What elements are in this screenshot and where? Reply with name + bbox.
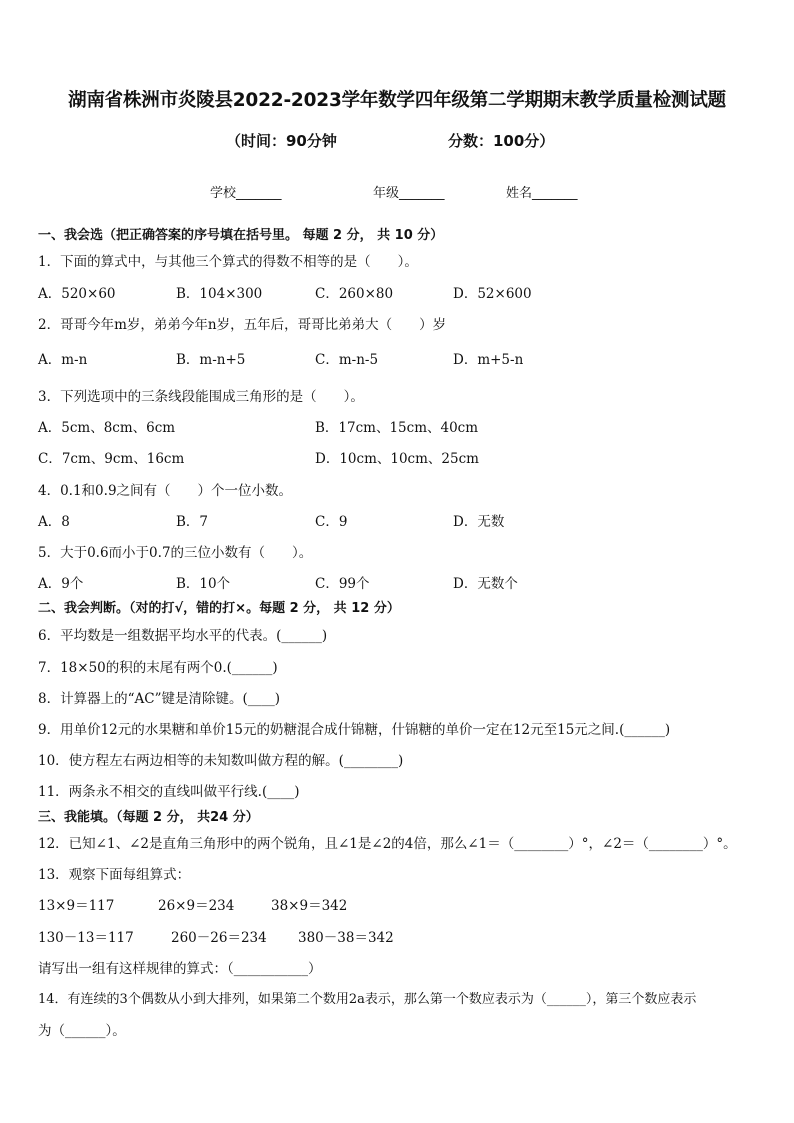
question-5: 5．大于0.6而小于0.7的三位小数有（ ）。 (38, 545, 313, 561)
question-8: 8．计算器上的“AC”键是清除键。(____) (38, 691, 281, 707)
q4-option-b: B．7 (176, 514, 209, 530)
question-3: 3．下列选项中的三条线段能围成三角形的是（ ）。 (38, 389, 364, 405)
question-14: 14．有连续的3个偶数从小到大排列，如果第二个数用2a表示，那么第一个数应表示为（______），第三个数应表示 (38, 992, 697, 1007)
time-limit: （时间：90分钟 (226, 132, 337, 150)
q13-equation: 260－26＝234 (171, 930, 267, 946)
q13-equation: 380－38＝342 (298, 930, 394, 946)
question-13: 13．观察下面每组算式： (38, 867, 191, 883)
question-11: 11．两条永不相交的直线叫做平行线.(____) (38, 784, 300, 800)
q13-prompt: 请写出一组有这样规律的算式：（___________） (38, 961, 322, 977)
q3-option-a: A．5cm、8cm、6cm (38, 420, 176, 436)
q5-option-d: D．无数个 (453, 576, 518, 592)
question-9: 9．用单价12元的水果糖和单价15元的奶糖混合成什锦糖，什锦糖的单价一定在12元至15元之间.(______) (38, 722, 671, 738)
section3-heading: 三、我能填。（每题 2 分， 共24 分） (38, 810, 259, 825)
q13-equation: 13×9＝117 (38, 898, 115, 914)
page-title: 湖南省株洲市炎陵县2022-2023学年数学四年级第二学期期末教学质量检测试题 (68, 90, 726, 111)
q5-option-a: A．9个 (38, 576, 84, 592)
q1-option-a: A．520×60 (38, 286, 116, 302)
q4-option-c: C．9 (315, 514, 348, 530)
question-6: 6．平均数是一组数据平均水平的代表。(______) (38, 628, 328, 644)
q2-option-c: C．m-n-5 (315, 352, 379, 368)
section1-heading: 一、我会选（把正确答案的序号填在括号里。 每题 2 分， 共 10 分） (38, 228, 444, 243)
q3-option-c: C．7cm、9cm、16cm (38, 451, 185, 467)
q4-option-d: D．无数 (453, 514, 505, 530)
section2-heading: 二、我会判断。（对的打√，错的打×。每题 2 分， 共 12 分） (38, 601, 400, 616)
q13-equation: 26×9＝234 (158, 898, 235, 914)
question-2: 2．哥哥今年m岁，弟弟今年n岁，五年后，哥哥比弟弟大（ ）岁 (38, 317, 447, 333)
q4-option-a: A．8 (38, 514, 70, 530)
q1-option-b: B．104×300 (176, 286, 263, 302)
question-1: 1．下面的算式中，与其他三个算式的得数不相等的是（ ）。 (38, 254, 418, 270)
school-field[interactable]: 学校_______ (210, 186, 282, 201)
question-10: 10．使方程左右两边相等的未知数叫做方程的解。(________) (38, 753, 404, 769)
q5-option-b: B．10个 (176, 576, 231, 592)
q13-equation: 130－13＝117 (38, 930, 134, 946)
question-12: 12．已知∠1、∠2是直角三角形中的两个锐角，且∠1是∠2的4倍，那么∠1＝（________）°，∠2＝（________）°。 (38, 836, 737, 852)
q1-option-d: D．52×600 (453, 286, 532, 302)
question-4: 4．0.1和0.9之间有（ ）个一位小数。 (38, 483, 293, 499)
question-14-continued: 为（______）。 (38, 1023, 126, 1039)
q13-equation: 38×9＝342 (271, 898, 348, 914)
grade-field[interactable]: 年级_______ (373, 186, 445, 201)
q1-option-c: C．260×80 (315, 286, 394, 302)
subtitle (226, 130, 554, 151)
q3-option-d: D．10cm、10cm、25cm (315, 451, 479, 467)
q2-option-b: B．m-n+5 (176, 352, 246, 368)
total-score: 分数：100分） (448, 132, 555, 150)
q3-option-b: B．17cm、15cm、40cm (315, 420, 479, 436)
name-field[interactable]: 姓名_______ (506, 186, 578, 201)
q5-option-c: C．99个 (315, 576, 370, 592)
question-7: 7．18×50的积的末尾有两个0.(______) (38, 660, 278, 676)
q2-option-d: D．m+5-n (453, 352, 524, 368)
q2-option-a: A．m-n (38, 352, 88, 368)
